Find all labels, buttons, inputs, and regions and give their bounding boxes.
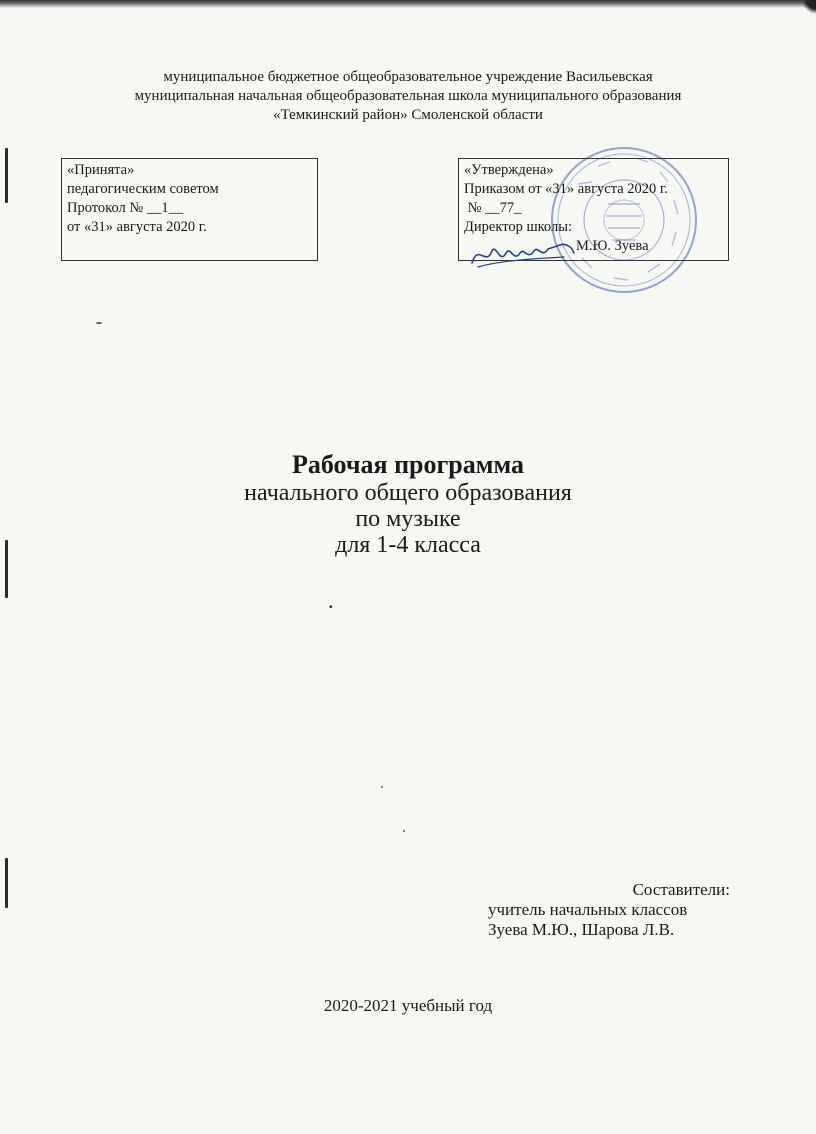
accepted-protocol: Протокол № __1__ (67, 200, 184, 216)
scan-speck (403, 830, 405, 832)
accepted-label: «Принята» (67, 162, 135, 178)
approved-director-name: М.Ю. Зуева (576, 238, 649, 254)
accepted-council: педагогическим советом (67, 181, 219, 197)
scan-top-edge (0, 0, 816, 8)
approved-order-number: № __77_ (464, 200, 522, 216)
accepted-box (61, 158, 318, 261)
authors-heading: Составители: (632, 880, 730, 899)
punch-mark-bottom (5, 858, 8, 908)
program-level: начального общего образования (244, 480, 572, 506)
school-header (60, 68, 756, 125)
scan-speck (381, 786, 383, 788)
scan-corner-shadow (794, 0, 816, 22)
title-dot: . (328, 588, 334, 613)
header-line-2: муниципальная начальная общеобразовательная школа муниципального образования (134, 88, 682, 104)
authors-role: учитель начальных классов (488, 900, 688, 919)
approved-director-label: Директор школы: (464, 219, 572, 235)
approved-order: Приказом от «31» августа 2020 г. (464, 181, 668, 197)
header-line-3: «Темкинский район» Смоленской области (273, 107, 543, 123)
punch-mark-top (5, 148, 8, 203)
scan-speck (96, 322, 102, 324)
authors-names: Зуева М.Ю., Шарова Л.В. (488, 920, 675, 939)
program-grades: для 1-4 класса (335, 532, 481, 558)
program-title: Рабочая программа (291, 450, 525, 479)
punch-mark-middle (5, 540, 8, 598)
accepted-date: от «31» августа 2020 г. (67, 219, 207, 235)
academic-year: 2020-2021 учебный год (323, 996, 493, 1015)
program-subject: по музыке (355, 506, 461, 532)
authors-block (480, 880, 730, 940)
program-title-block (108, 450, 708, 558)
header-line-1: муниципальное бюджетное общеобразовательное учреждение Васильевская (163, 69, 653, 85)
approved-label: «Утверждена» (464, 162, 554, 178)
director-signature (468, 237, 578, 273)
